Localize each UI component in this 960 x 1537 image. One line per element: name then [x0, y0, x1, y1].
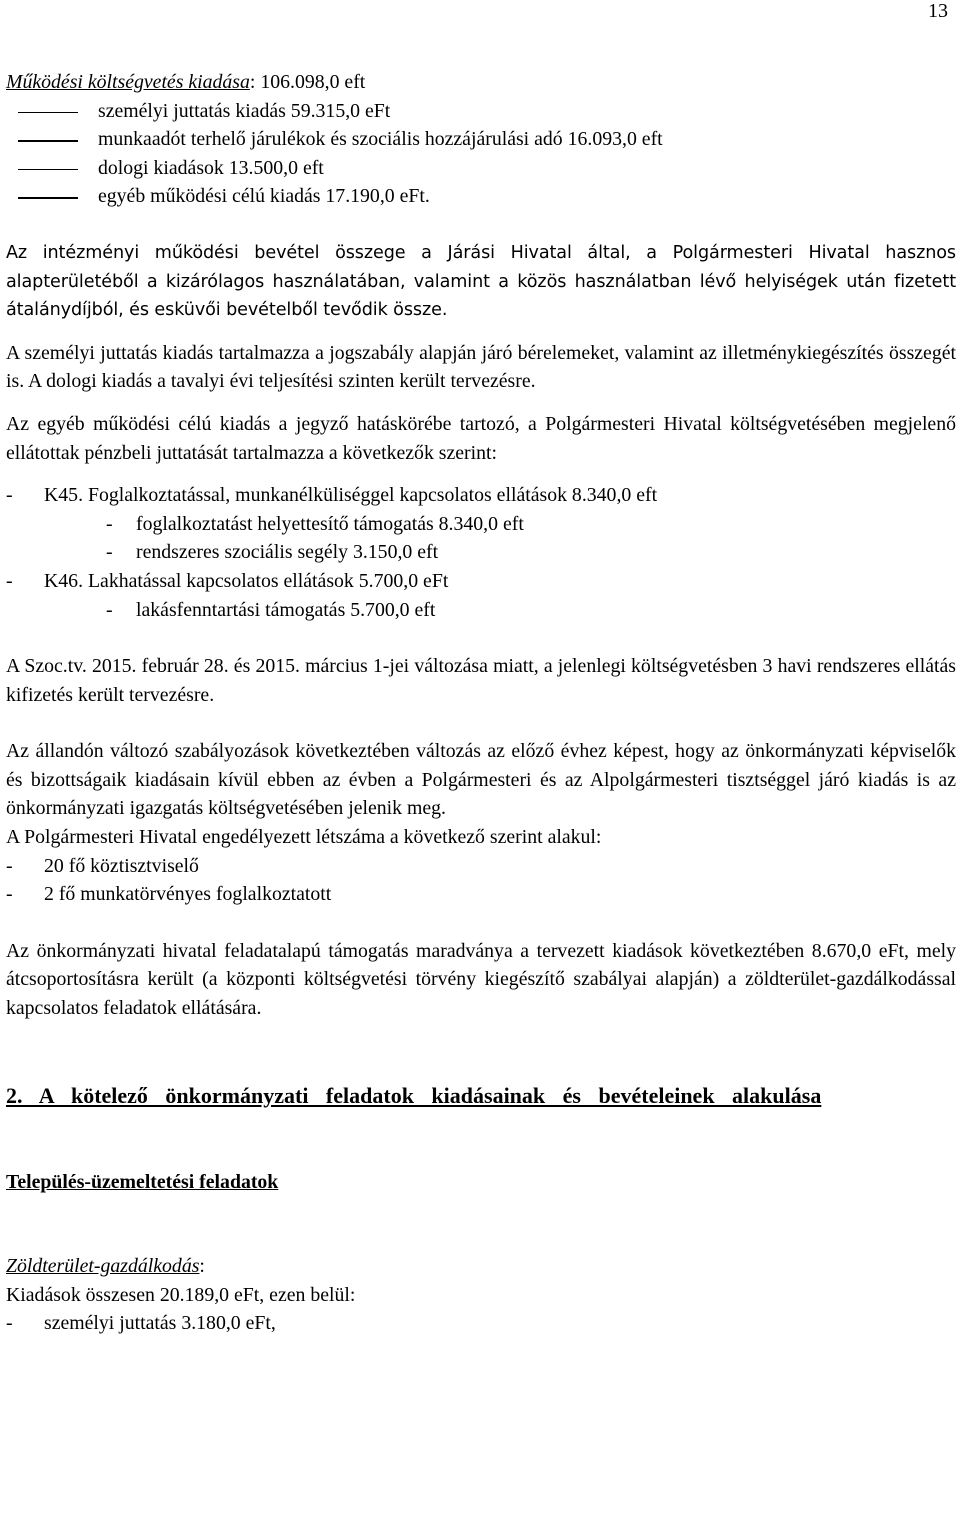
operating-expense-value: : 106.098,0 eft: [249, 71, 366, 93]
paragraph-other-expenses: Az egyéb működési célú kiadás a jegyző hatáskörébe tartozó, a Polgármesteri Hivatal költségvetésében megjelenő ellátottak pénzbeli juttatását tartalmazza a következők szerint:: [6, 412, 956, 464]
dash-item: munkaadót terhelő járulékok és szociális hozzájárulási adó 16.093,0 eft: [6, 125, 956, 154]
list-item: - lakásfenntartási támogatás 5.700,0 eft: [106, 598, 436, 621]
list-item: - K46. Lakhatással kapcsolatos ellátások 5.700,0 eFt: [6, 569, 449, 592]
document-body: [6, 68, 956, 1338]
paragraph-revenue: Az intézményi működési bevétel összege a Járási Hivatal által, a Polgármesteri Hivatal hasznos alapterületéből a kizárólagos használatában, valamint a közös használatban lévő helyiségek után fizetett átalánydíjból, és esküvői bevételből tevődik össze.: [6, 242, 956, 321]
list-item: - 2 fő munkatörvényes foglalkoztatott: [6, 883, 332, 906]
green-area-heading: Zöldterület-gazdálkodás:: [6, 1255, 205, 1278]
operating-expense-label: Működési költségvetés kiadása: [6, 71, 250, 93]
list-item: - 20 fő köztisztviselő: [6, 854, 199, 877]
paragraph-remainder: Az önkormányzati hivatal feladatalapú támogatás maradványa a tervezett kiadások következtében 8.670,0 eFt, mely átcsoportosításra került (a központi költségvetési törvény kiegészítő szabályai alapján) a zöldterület-gazdálkodással kapcsolatos feladatok ellátására.: [6, 939, 956, 1020]
dash-item: egyéb működési célú kiadás 17.190,0 eFt.: [6, 182, 956, 211]
paragraph-personnel: A személyi juttatás kiadás tartalmazza a jogszabály alapján járó bérelemeket, valamint az illetménykiegészítés összegét is. A dologi kiadás a tavalyi évi teljesítési szinten került tervezésre.: [6, 341, 956, 393]
list-item: - foglalkoztatást helyettesítő támogatás 8.340,0 eft: [106, 512, 524, 535]
dash-item: személyi juttatás kiadás 59.315,0 eFt: [6, 97, 956, 126]
green-area-label: Zöldterület-gazdálkodás: [6, 1255, 200, 1278]
section-heading: 2. A kötelező önkormányzati feladatok kiadásainak és bevételeinek alakulása: [6, 1082, 822, 1108]
paragraph-regulation-changes: Az állandón változó szabályozások következtében változás az előző évhez képest, hogy az önkormányzati képviselők és bizottságaik kiadásain kívül ebben az évben a Polgármesteri és az Alpolgármesteri tisztséggel járó kiadás is az önkormányzati igazgatás költségvetésében jelenik meg.: [6, 740, 956, 820]
paragraph-szoc-tv: A Szoc.tv. 2015. február 28. és 2015. március 1-jei változása miatt, a jelenlegi költségvetésben 3 havi rendszeres ellátás kifizetés került tervezésre.: [6, 655, 956, 706]
list-item: - rendszeres szociális segély 3.150,0 eft: [106, 541, 439, 564]
dash-item: dologi kiadások 13.500,0 eft: [6, 154, 956, 183]
list-item: - K45. Foglalkoztatással, munkanélküliséggel kapcsolatos ellátások 8.340,0 eft: [6, 484, 658, 507]
list-item: - személyi juttatás 3.180,0 eFt,: [6, 1312, 276, 1335]
green-area-total: Kiadások összesen 20.189,0 eFt, ezen belül:: [6, 1283, 356, 1306]
subheading: Település-üzemeltetési feladatok: [6, 1170, 279, 1193]
page-number: 13: [928, 0, 948, 22]
paragraph-headcount: A Polgármesteri Hivatal engedélyezett létszáma a következő szerint alakul:: [6, 826, 602, 849]
operating-expense-line: [6, 68, 956, 97]
